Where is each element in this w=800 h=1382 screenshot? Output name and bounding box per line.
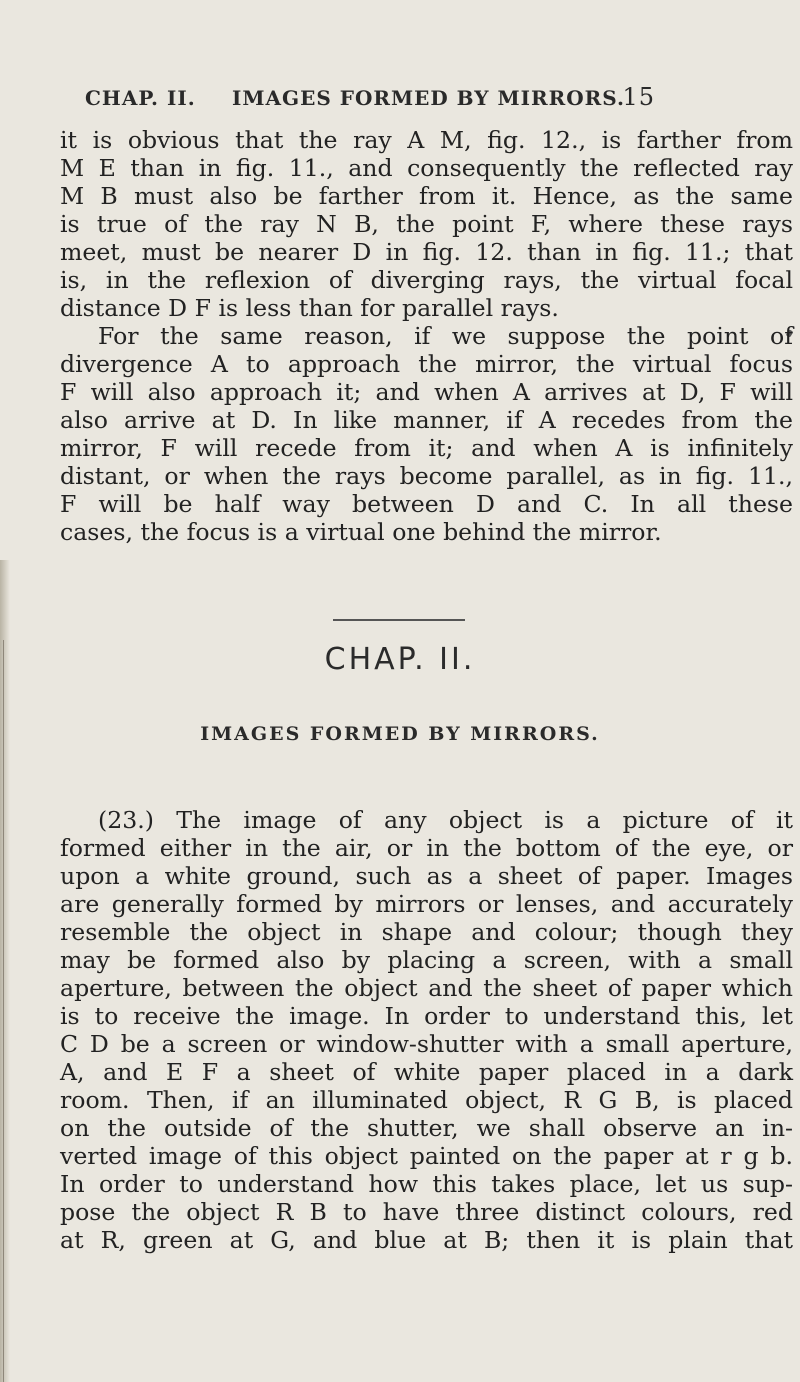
- text-line: C D be a screen or window-shutter with a small aperture,: [60, 1030, 793, 1058]
- text-line: at R, green at G, and blue at B; then it is plain that: [60, 1226, 793, 1254]
- page-number: 15: [622, 83, 655, 111]
- running-head-title: IMAGES FORMED BY MIRRORS.: [232, 86, 625, 110]
- text-line: divergence A to approach the mirror, the virtual focus: [60, 350, 793, 378]
- text-line: F will also approach it; and when A arrives at D, F will: [60, 378, 793, 406]
- text-line: is, in the reflexion of diverging rays, the virtual focal: [60, 266, 793, 294]
- top-paragraph: [60, 126, 793, 322]
- text-line: room. Then, if an illuminated object, R G B, is placed: [60, 1086, 793, 1114]
- chapter-subheading: IMAGES FORMED BY MIRRORS.: [200, 723, 600, 745]
- text-line: In order to understand how this takes place, let us sup-: [60, 1170, 793, 1198]
- text-line: meet, must be nearer D in fig. 12. than in fig. 11.; that: [60, 238, 793, 266]
- text-line: A, and E F a sheet of white paper placed in a dark: [60, 1058, 793, 1086]
- text-line: mirror, F will recede from it; and when A is infinitely: [60, 434, 793, 462]
- section-rule: [333, 619, 465, 621]
- text-line: verted image of this object painted on the paper at r g b.: [60, 1142, 793, 1170]
- running-head-chapter: CHAP. II.: [85, 86, 196, 110]
- chapter-heading: CHAP. II.: [324, 642, 476, 677]
- text-line: it is obvious that the ray A M, fig. 12., is farther from: [60, 126, 793, 154]
- text-line: may be formed also by placing a screen, with a small: [60, 946, 793, 974]
- text-line: also arrive at D. In like manner, if A recedes from the: [60, 406, 793, 434]
- text-line: M E than in fig. 11., and consequently the reflected ray: [60, 154, 793, 182]
- text-line: M B must also be farther from it. Hence, as the same: [60, 182, 793, 210]
- text-line: is to receive the image. In order to understand this, let: [60, 1002, 793, 1030]
- text-line: distant, or when the rays become parallel, as in fig. 11.,: [60, 462, 793, 490]
- gutter-shadow: [0, 560, 10, 1382]
- text-line: distance D F is less than for parallel rays.: [60, 294, 559, 322]
- text-line: formed either in the air, or in the bottom of the eye, or: [60, 834, 793, 862]
- text-line: are generally formed by mirrors or lenses, and accurately: [60, 890, 793, 918]
- text-line: F will be half way between D and C. In all these: [60, 490, 793, 518]
- section-paragraph: [60, 806, 793, 1254]
- text-line: cases, the focus is a virtual one behind the mirror.: [60, 518, 662, 546]
- text-line: upon a white ground, such as a sheet of paper. Images: [60, 862, 793, 890]
- running-head: [85, 83, 655, 116]
- second-paragraph: [60, 322, 793, 546]
- text-line: For the same reason, if we suppose the point of: [98, 322, 793, 350]
- text-line: resemble the object in shape and colour; though they: [60, 918, 793, 946]
- text-line: (23.) The image of any object is a picture of it: [98, 806, 793, 834]
- text-line: on the outside of the shutter, we shall observe an in-: [60, 1114, 793, 1142]
- gutter-edge: [3, 640, 4, 1382]
- text-line: is true of the ray N B, the point F, where these rays: [60, 210, 793, 238]
- text-line: aperture, between the object and the sheet of paper which: [60, 974, 793, 1002]
- text-line: pose the object R B to have three distinct colours, red: [60, 1198, 793, 1226]
